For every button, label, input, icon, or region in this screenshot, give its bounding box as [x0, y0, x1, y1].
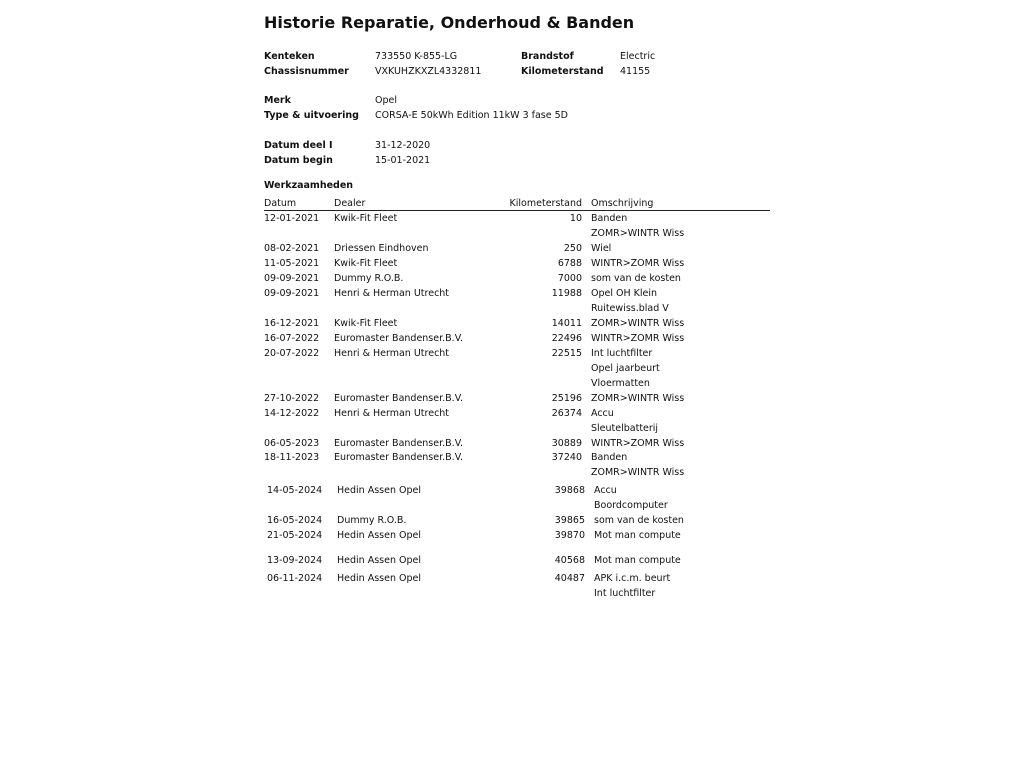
row-kilometerstand: 39868	[554, 485, 585, 496]
row-kilometerstand: 22515	[551, 348, 582, 359]
table-row	[264, 438, 774, 452]
row-description: ZOMR>WINTR Wiss	[591, 228, 685, 239]
row-description: Ruitewiss.blad V	[591, 303, 669, 314]
row-date: 13-09-2024	[267, 555, 323, 566]
table-row	[264, 588, 774, 602]
row-dealer: Kwik-Fit Fleet	[334, 213, 398, 224]
table-row	[264, 555, 774, 569]
row-date: 06-11-2024	[267, 573, 323, 584]
row-description: Opel jaarbeurt	[591, 363, 660, 374]
datum-deel-label: Datum deel I	[264, 140, 333, 151]
row-kilometerstand: 6788	[557, 258, 582, 269]
row-dealer: Euromaster Bandenser.B.V.	[334, 452, 463, 463]
table-row	[264, 333, 774, 347]
report-document	[264, 0, 774, 766]
row-kilometerstand: 11988	[551, 288, 582, 299]
table-row	[264, 485, 774, 499]
chassis-label: Chassisnummer	[264, 66, 349, 77]
row-kilometerstand: 7000	[557, 273, 582, 284]
row-date: 16-05-2024	[267, 515, 323, 526]
table-row	[264, 273, 774, 287]
row-description: Opel OH Klein	[591, 288, 658, 299]
row-dealer: Dummy R.O.B.	[334, 273, 404, 284]
row-dealer: Driessen Eindhoven	[334, 243, 429, 254]
row-date: 09-09-2021	[264, 288, 320, 299]
brandstof-label: Brandstof	[521, 51, 574, 62]
brandstof-value: Electric	[620, 51, 656, 62]
row-date: 27-10-2022	[264, 393, 320, 404]
row-kilometerstand: 10	[569, 213, 582, 224]
row-description: Mot man compute	[594, 555, 681, 566]
column-header-km: Kilometerstand	[509, 198, 582, 209]
row-date: 20-07-2022	[264, 348, 320, 359]
row-dealer: Henri & Herman Utrecht	[334, 408, 450, 419]
page-title: Historie Reparatie, Onderhoud & Banden	[264, 13, 635, 32]
row-dealer: Hedin Assen Opel	[337, 573, 421, 584]
type-value: CORSA-E 50kWh Edition 11kW 3 fase 5D	[375, 110, 568, 121]
column-header-date: Datum	[264, 198, 297, 209]
row-dealer: Hedin Assen Opel	[337, 485, 421, 496]
row-description: WINTR>ZOMR Wiss	[591, 258, 685, 269]
row-date: 21-05-2024	[267, 530, 323, 541]
datum-begin-value: 15-01-2021	[375, 155, 431, 166]
table-row	[264, 515, 774, 529]
table-row	[264, 452, 774, 466]
row-description: APK i.c.m. beurt	[594, 573, 671, 584]
table-row	[264, 228, 774, 242]
kenteken-label: Kenteken	[264, 51, 315, 62]
row-description: Sleutelbatterij	[591, 423, 659, 434]
row-date: 18-11-2023	[264, 452, 320, 463]
kilometerstand-label: Kilometerstand	[521, 66, 604, 77]
table-row	[264, 258, 774, 272]
column-header-description: Omschrijving	[591, 198, 654, 209]
row-dealer: Euromaster Bandenser.B.V.	[334, 393, 463, 404]
row-dealer: Henri & Herman Utrecht	[334, 288, 450, 299]
table-row	[264, 348, 774, 362]
row-description: som van de kosten	[591, 273, 681, 284]
row-description: Vloermatten	[591, 378, 650, 389]
table-row	[264, 408, 774, 422]
row-kilometerstand: 25196	[551, 393, 582, 404]
row-kilometerstand: 26374	[551, 408, 582, 419]
row-dealer: Kwik-Fit Fleet	[334, 258, 398, 269]
row-kilometerstand: 22496	[551, 333, 582, 344]
row-dealer: Euromaster Bandenser.B.V.	[334, 333, 463, 344]
row-description: WINTR>ZOMR Wiss	[591, 438, 685, 449]
row-kilometerstand: 40568	[554, 555, 585, 566]
merk-value: Opel	[375, 95, 397, 106]
table-row	[264, 303, 774, 317]
table-row	[264, 467, 774, 481]
row-date: 14-12-2022	[264, 408, 320, 419]
column-header-dealer: Dealer	[334, 198, 366, 209]
row-description: Int luchtfilter	[594, 588, 656, 599]
row-date: 06-05-2023	[264, 438, 320, 449]
row-date: 16-12-2021	[264, 318, 320, 329]
table-row	[264, 393, 774, 407]
row-date: 16-07-2022	[264, 333, 320, 344]
table-row	[264, 530, 774, 544]
row-description: Accu	[591, 408, 614, 419]
row-kilometerstand: 40487	[554, 573, 585, 584]
row-description: Int luchtfilter	[591, 348, 653, 359]
row-kilometerstand: 39865	[554, 515, 585, 526]
row-description: ZOMR>WINTR Wiss	[591, 393, 685, 404]
row-date: 09-09-2021	[264, 273, 320, 284]
datum-deel-value: 31-12-2020	[375, 140, 431, 151]
table-row	[264, 500, 774, 514]
row-description: WINTR>ZOMR Wiss	[591, 333, 685, 344]
row-description: Banden	[591, 452, 628, 463]
row-description: Wiel	[591, 243, 612, 254]
row-date: 14-05-2024	[267, 485, 323, 496]
datum-begin-label: Datum begin	[264, 155, 333, 166]
row-description: Boordcomputer	[594, 500, 668, 511]
row-dealer: Euromaster Bandenser.B.V.	[334, 438, 463, 449]
row-description: som van de kosten	[594, 515, 684, 526]
row-description: ZOMR>WINTR Wiss	[591, 467, 685, 478]
row-dealer: Hedin Assen Opel	[337, 530, 421, 541]
table-row	[264, 378, 774, 392]
row-kilometerstand: 250	[563, 243, 582, 254]
row-date: 12-01-2021	[264, 213, 320, 224]
row-date: 11-05-2021	[264, 258, 320, 269]
table-row	[264, 318, 774, 332]
table-row	[264, 423, 774, 437]
chassis-value: VXKUHZKXZL4332811	[375, 66, 482, 77]
kilometerstand-value: 41155	[620, 66, 651, 77]
merk-label: Merk	[264, 95, 291, 106]
table-row	[264, 243, 774, 257]
table-row	[264, 573, 774, 587]
table-row	[264, 288, 774, 302]
row-kilometerstand: 30889	[551, 438, 582, 449]
row-dealer: Kwik-Fit Fleet	[334, 318, 398, 329]
kenteken-value: 733550 K-855-LG	[375, 51, 458, 62]
table-row	[264, 213, 774, 227]
row-kilometerstand: 37240	[551, 452, 582, 463]
row-date: 08-02-2021	[264, 243, 320, 254]
row-dealer: Henri & Herman Utrecht	[334, 348, 450, 359]
row-dealer: Dummy R.O.B.	[337, 515, 407, 526]
section-title-werkzaamheden: Werkzaamheden	[264, 180, 354, 191]
row-kilometerstand: 39870	[554, 530, 585, 541]
type-label: Type & uitvoering	[264, 110, 359, 121]
table-row	[264, 363, 774, 377]
row-description: ZOMR>WINTR Wiss	[591, 318, 685, 329]
row-dealer: Hedin Assen Opel	[337, 555, 421, 566]
row-description: Banden	[591, 213, 628, 224]
row-description: Mot man compute	[594, 530, 681, 541]
header-divider	[264, 210, 770, 211]
row-kilometerstand: 14011	[551, 318, 582, 329]
row-description: Accu	[594, 485, 617, 496]
